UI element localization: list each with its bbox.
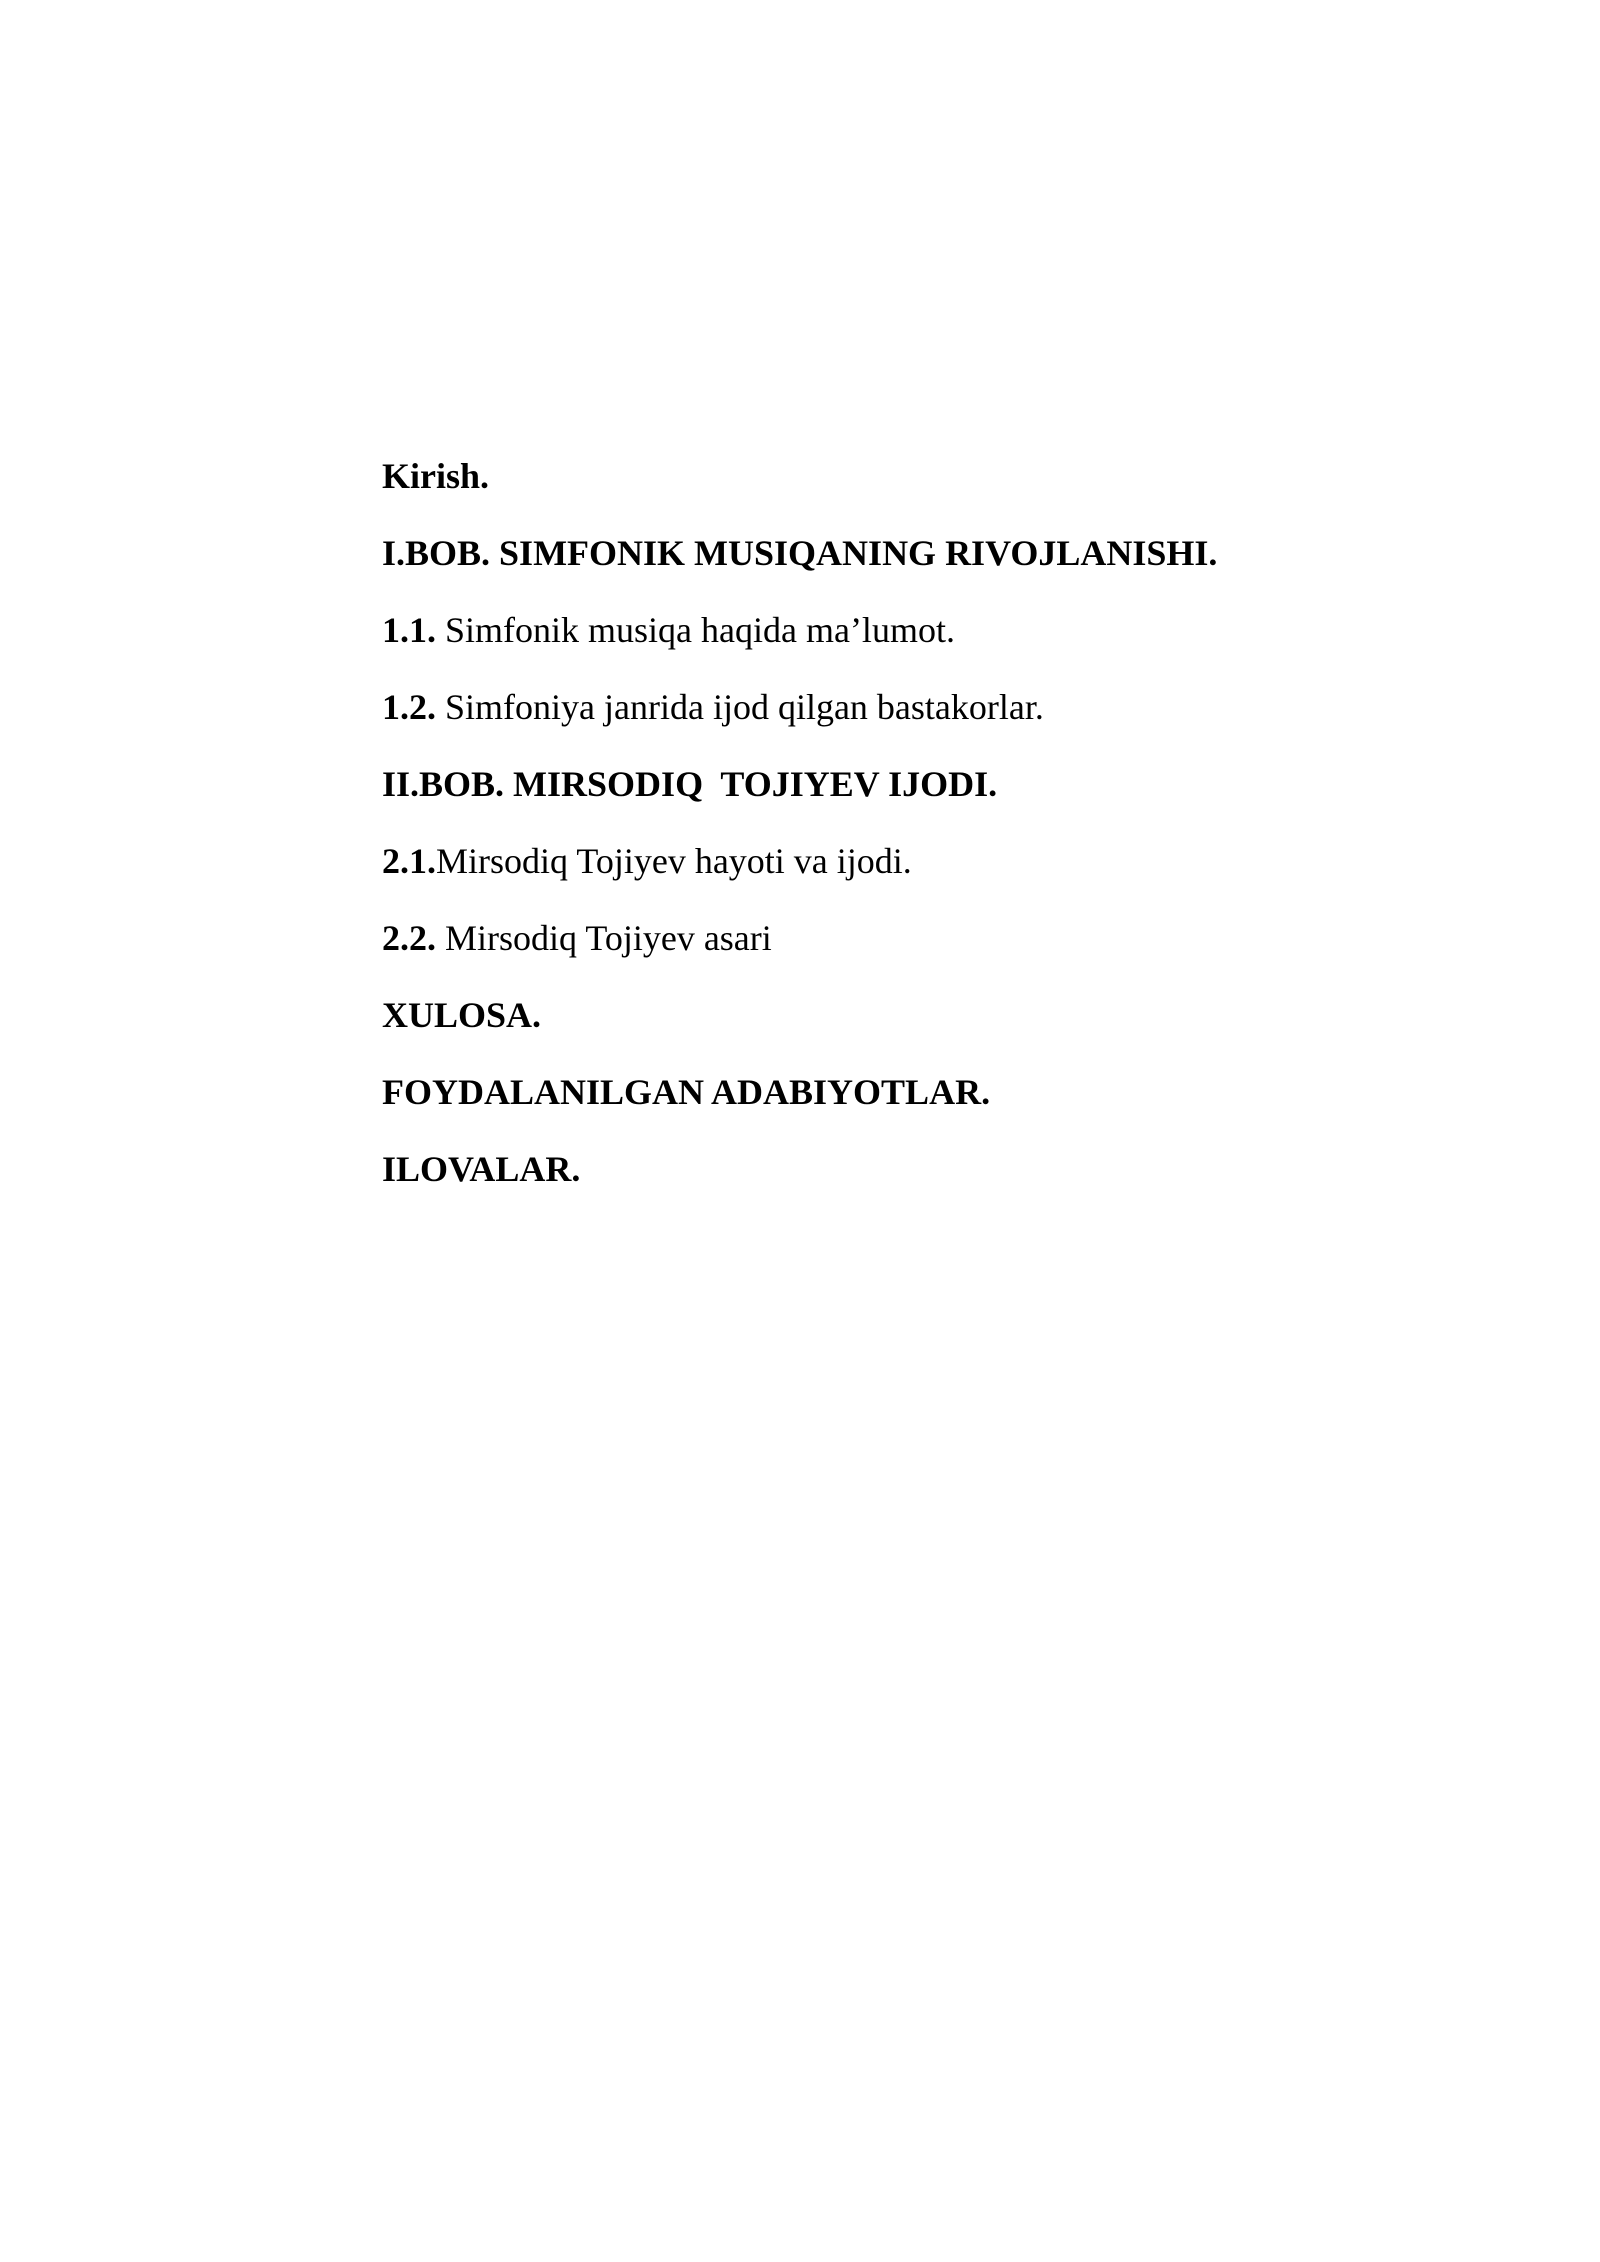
toc-entry-section-2-1 <box>382 841 1382 882</box>
toc-entry-section-1-1 <box>382 610 1382 651</box>
toc-entry-ilovalar: ILOVALAR. <box>382 1149 581 1189</box>
table-of-contents <box>382 456 1382 1226</box>
section-number: 1.2. <box>382 687 436 727</box>
toc-entry-kirish: Kirish. <box>382 456 490 496</box>
section-title: Mirsodiq Tojiyev hayoti va ijodi. <box>436 841 912 881</box>
section-number: 2.2. <box>382 918 436 958</box>
toc-entry-chapter-2: II.BOB. MIRSODIQ TOJIYEV IJODI. <box>382 764 998 804</box>
toc-entry-section-2-2 <box>382 918 1382 959</box>
section-title: Simfoniya janrida ijod qilgan bastakorlar. <box>436 687 1044 727</box>
section-title: Mirsodiq Tojiyev asari <box>436 918 772 958</box>
section-number: 1.1. <box>382 610 436 650</box>
toc-entry-xulosa: XULOSA. <box>382 995 542 1035</box>
toc-entry-chapter-1: I.BOB. SIMFONIK MUSIQANING RIVOJLANISHI. <box>382 533 1218 573</box>
toc-entry-section-1-2 <box>382 687 1382 728</box>
section-title: Simfonik musiqa haqida ma’lumot. <box>436 610 955 650</box>
toc-entry-adabiyotlar: FOYDALANILGAN ADABIYOTLAR. <box>382 1072 991 1112</box>
section-number: 2.1. <box>382 841 436 881</box>
